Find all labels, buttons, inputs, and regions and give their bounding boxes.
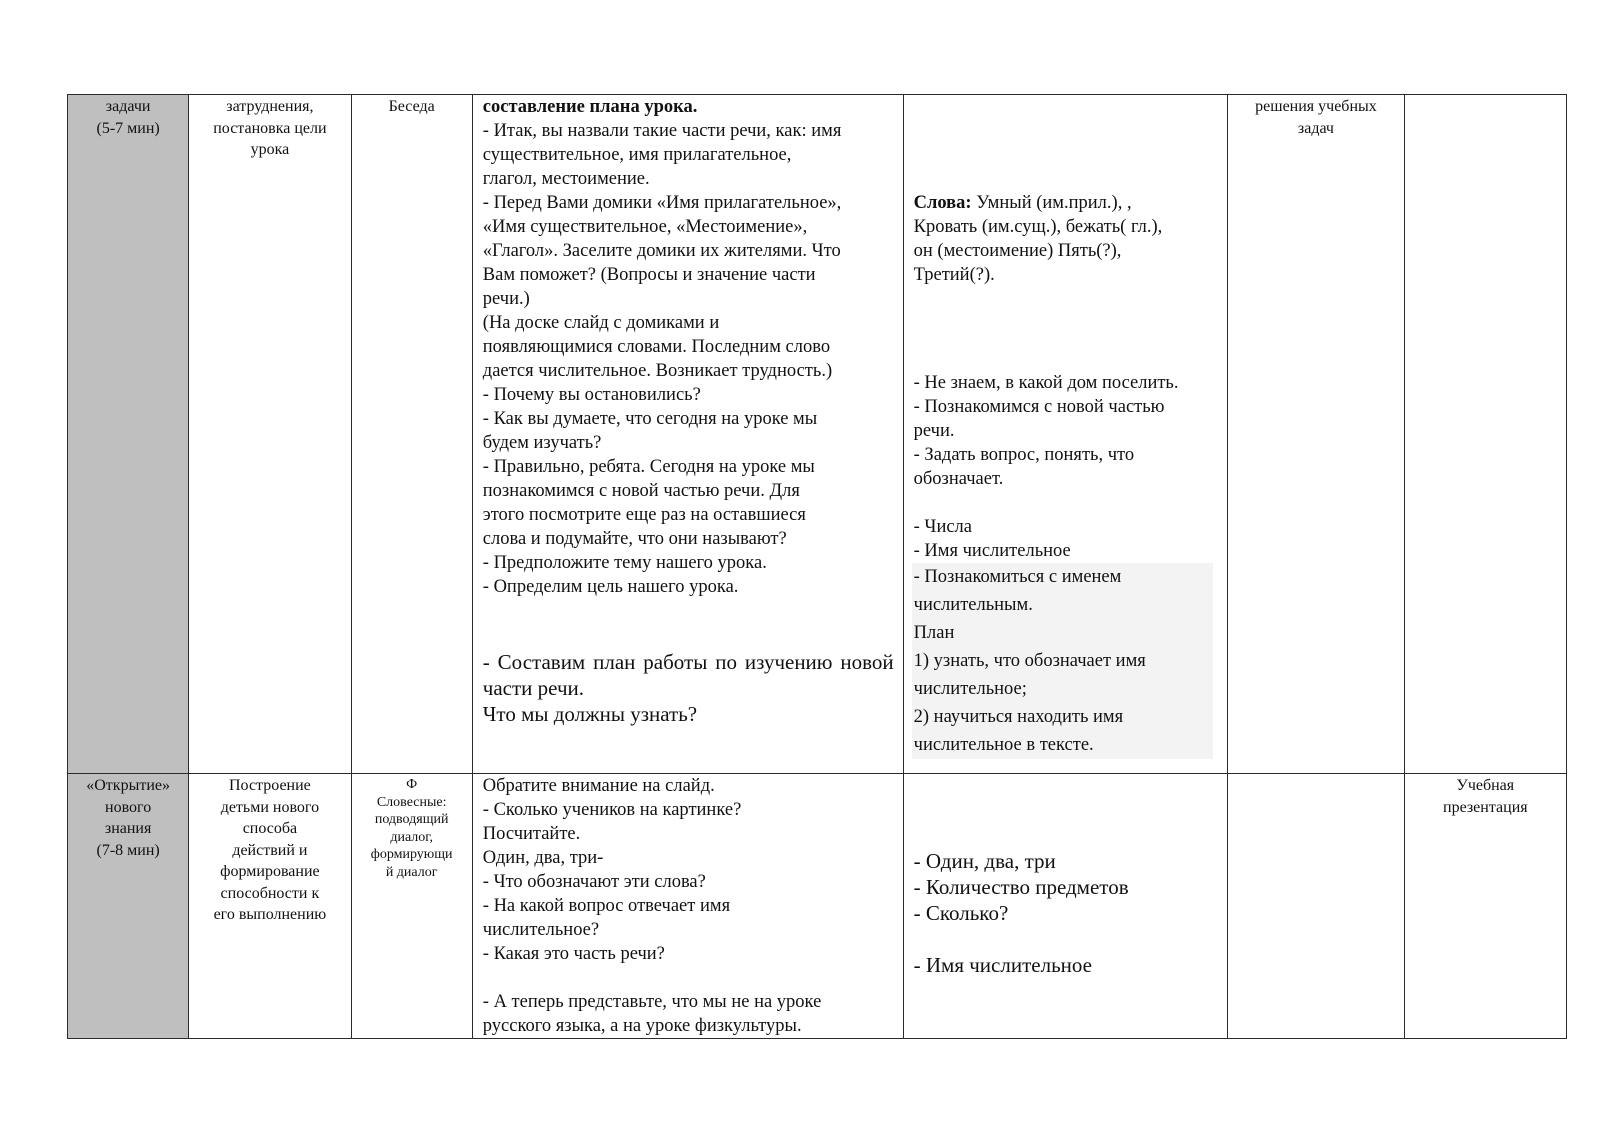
student-activity-cell [903, 774, 1228, 1039]
method-text: Беседа [388, 98, 435, 115]
teacher-plan: - Составим план работы по изучению новой части речи. [482, 650, 894, 700]
teacher-activity-text: составление плана урока. - Итак, вы назвали такие части речи, как: имя существительное, имя прилагательное, глагол, местоимение. - Перед Вами домики «Имя прилагательное», «Имя существительное, «Местоимение», «Глагол». Заселите домики их жителями. Что Вам поможет? (Вопросы и значение части речи.) (На доске слайд с домиками и появляющимися словами. Последним слово дается числительное. Возникает трудность.) - Почему вы остановились? - Как вы думаете, что сегодня на уроке мы будем изучать? - Правильно, ребята. Сегодня на уроке мы познакомимся с новой частью речи. Для этого посмотрите еще раз на оставшиеся слова и подумайте, что они называют? - Предположите тему нашего урока. - Определим цель нашего урока. - Составим план работы по изучению новой части речи. Что мы должны узнать? [482, 97, 894, 726]
plan-highlight: - Познакомиться с именем числительным. План 1) узнать, что обозначает имя числительное; 2) научиться находить имя числительное в тексте. [912, 563, 1214, 759]
method-cell [351, 95, 472, 774]
table-row [68, 774, 1567, 1039]
student-activity-cell [903, 95, 1228, 774]
lesson-plan-table [67, 94, 1567, 1039]
stage-cell [68, 774, 189, 1039]
goal-cell [189, 774, 351, 1039]
resources-cell [1404, 95, 1566, 774]
teacher-plan-block [483, 649, 894, 727]
table-row [68, 95, 1567, 774]
uud-text [1228, 774, 1403, 775]
stage-cell [68, 95, 189, 774]
method-text: Ф Словесные: подводящий диалог, формирующи й диалог [370, 777, 453, 880]
teacher-activity-cell [472, 95, 903, 774]
resources-text: Учебная презентация [1443, 777, 1528, 816]
words-label: Слова: [913, 193, 972, 213]
student-activity-text: Слова: Умный (им.прил.), , Кровать (им.сущ.), бежать( гл.), он (местоимение) Пять(?), Третий(?). - Не знаем, в какой дом поселить. - Познакомимся с новой частью речи. - Задать вопрос, понять, что обозначает. - Числа - Имя числительное - Познакомиться с именем числительным. План 1) узнать, что обозначает имя числительное; 2) научиться находить имя числительное в тексте. [904, 95, 1228, 759]
uud-cell [1228, 774, 1404, 1039]
goal-text: Построение детьми нового способа действий и формирование способности к его выполнению [213, 777, 327, 923]
resources-text [1405, 95, 1566, 96]
goal-cell [189, 95, 351, 774]
teacher-question: Что мы должны узнать? [482, 702, 698, 726]
uud-text: решения учебных задач [1255, 98, 1377, 137]
student-activity-text: - Один, два, три - Количество предметов - Сколько? - Имя числительное [913, 849, 1129, 977]
teacher-activity-text: Обратите внимание на слайд. - Сколько учеников на картинке? Посчитайте. Один, два, три- - Что обозначают эти слова? - На какой вопрос отвечает имя числительное? - Какая это часть речи? - А теперь представьте, что мы не на уроке русского языка, а на уроке физкультуры. [482, 776, 822, 1036]
stage-text: задачи (5-7 мин) [96, 98, 160, 137]
teacher-activity-cell [472, 774, 903, 1039]
uud-cell [1228, 95, 1404, 774]
teacher-heading: составление плана урока. [482, 97, 698, 117]
method-cell [351, 774, 472, 1039]
resources-cell [1404, 774, 1566, 1039]
goal-text: затруднения, постановка цели урока [213, 98, 327, 158]
stage-text: «Открытие» нового знания (7-8 мин) [86, 777, 170, 859]
